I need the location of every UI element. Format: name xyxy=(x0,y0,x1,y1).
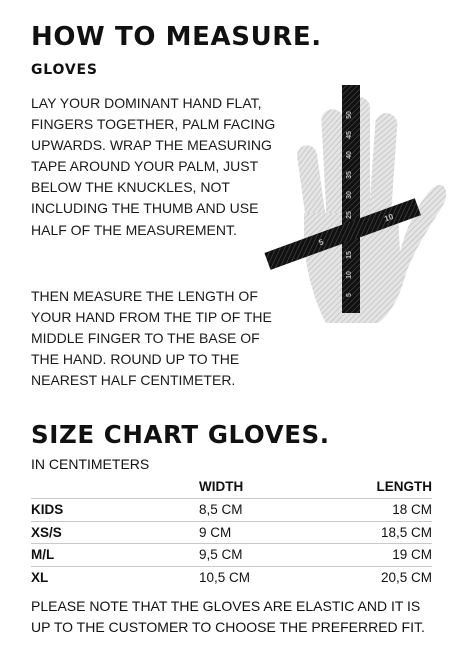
width-cell: 10,5 CM xyxy=(199,569,251,585)
width-cell: 9,5 CM xyxy=(199,547,243,563)
page-title: HOW TO MEASURE. xyxy=(31,22,322,52)
table-row xyxy=(31,499,432,522)
size-cell: KIDS xyxy=(31,502,64,518)
length-cell: 18 CM xyxy=(392,502,432,518)
tape-mark: 10 xyxy=(383,212,395,224)
column-header-width: WIDTH xyxy=(199,478,244,494)
table-row xyxy=(31,521,432,544)
length-cell: 18,5 CM xyxy=(380,524,432,540)
instructions-length: THEN MEASURE THE LENGTH OF YOUR HAND FROM THE TIP OF THE MIDDLE FINGER TO THE BASE OF THE HAND. ROUND UP TO THE NEAREST HALF CENTIMETER. xyxy=(31,288,272,389)
size-chart-title: SIZE CHART GLOVES. xyxy=(31,420,330,449)
size-cell: XS/S xyxy=(31,524,62,540)
length-cell: 19 CM xyxy=(392,547,432,563)
tape-mark: 25 xyxy=(346,211,353,219)
table-header-row xyxy=(31,476,432,499)
size-table xyxy=(31,476,432,588)
units-label: IN CENTIMETERS xyxy=(31,456,150,472)
size-cell: XL xyxy=(31,569,49,585)
tape-mark: 5 xyxy=(346,293,353,297)
column-header-length: LENGTH xyxy=(376,478,432,494)
tape-mark: 15 xyxy=(346,251,353,259)
fit-note: PLEASE NOTE THAT THE GLOVES ARE ELASTIC AND IT IS UP TO THE CUSTOMER TO CHOOSE THE PREFERRED FIT. xyxy=(31,598,425,635)
tape-mark: 30 xyxy=(346,191,353,199)
column-header-size xyxy=(31,476,199,499)
vertical-measuring-tape xyxy=(342,85,360,313)
tape-mark: 10 xyxy=(346,271,353,279)
page-subtitle: GLOVES xyxy=(31,62,98,78)
table-row xyxy=(31,566,432,588)
table-row xyxy=(31,544,432,567)
hand-measure-illustration xyxy=(258,83,448,333)
tape-mark: 5 xyxy=(317,237,325,248)
tape-mark: 45 xyxy=(346,131,353,139)
size-cell: M/L xyxy=(31,547,55,563)
tape-mark: 50 xyxy=(346,111,353,119)
tape-mark: 40 xyxy=(346,151,353,159)
hand-silhouette xyxy=(296,97,446,323)
length-cell: 20,5 CM xyxy=(380,569,432,585)
width-cell: 8,5 CM xyxy=(199,502,243,518)
instructions-width: LAY YOUR DOMINANT HAND FLAT, FINGERS TOGETHER, PALM FACING UPWARDS. WRAP THE MEASURING TAPE AROUND YOUR PALM, JUST BELOW THE KNUCKLES, NOT INCLUDING THE THUMB AND USE HALF OF THE MEASUREMENT. xyxy=(31,95,276,238)
tape-mark: 35 xyxy=(346,171,353,179)
width-cell: 9 CM xyxy=(199,524,232,540)
